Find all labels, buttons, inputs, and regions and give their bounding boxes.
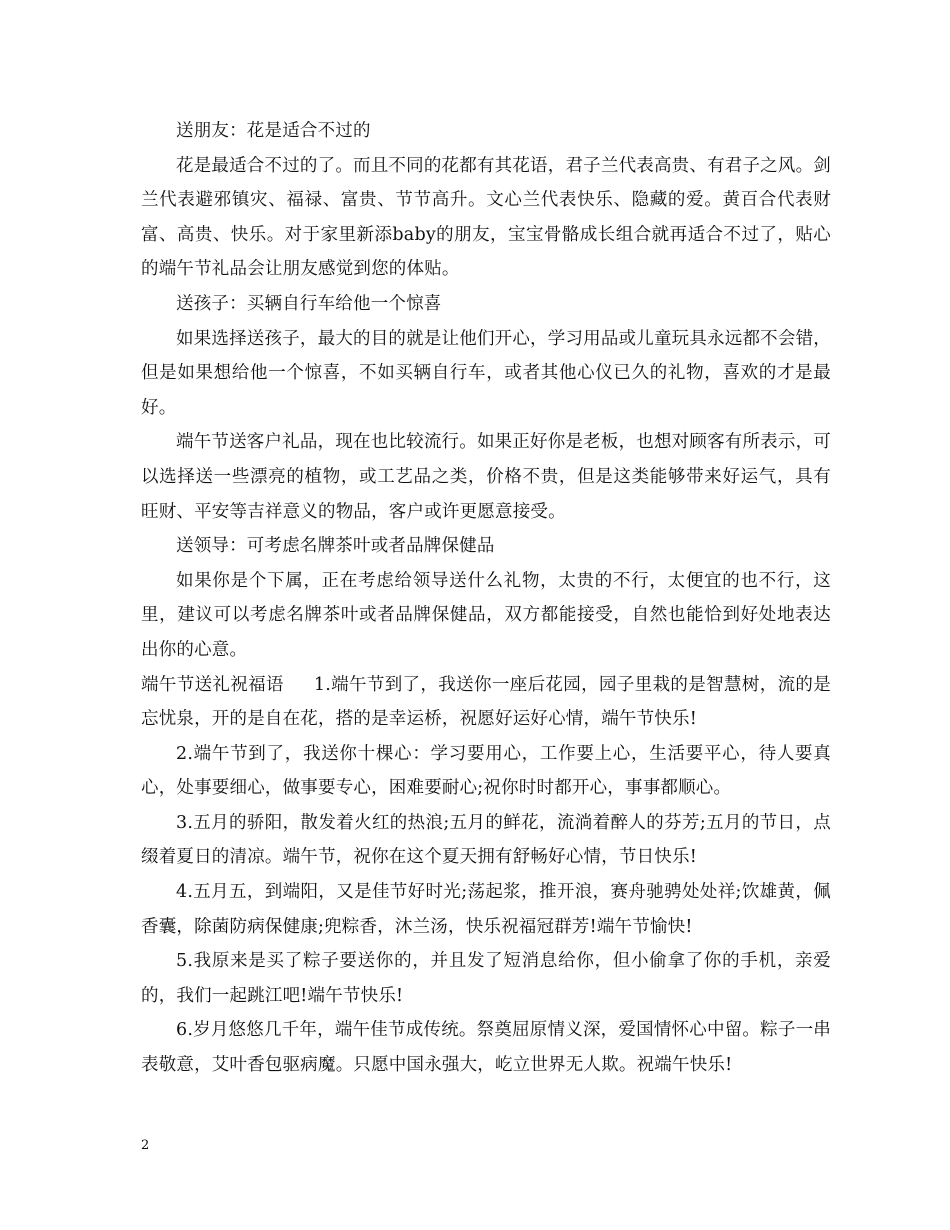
paragraph-clients: 端午节送客户礼品，现在也比较流行。如果正好你是老板，也想对顾客有所表示，可以选择送一些漂亮的植物，或工艺品之类，价格不贵，但是这类能够带来好运气，具有旺财、平安等吉祥意义的物品，客户或许更愿意接受。 <box>141 432 831 522</box>
greeting-item-3: 3.五月的骄阳，散发着火红的热浪;五月的鲜花，流淌着醉人的芬芳;五月的节日，点缀着夏日的清凉。端午节，祝你在这个夏天拥有舒畅好心情，节日快乐! <box>141 812 831 868</box>
greeting-item-5: 5.我原来是买了粽子要送你的，并且发了短消息给你，但小偷拿了你的手机，亲爱的，我们一起跳江吧!端午节快乐! <box>141 951 831 1006</box>
paragraph-friends: 花是最适合不过的了。而且不同的花都有其花语，君子兰代表高贵、有君子之风。剑兰代表避邪镇灾、福禄、富贵、节节高升。文心兰代表快乐、隐藏的爱。黄百合代表财富、高贵、快乐。对于家里新添baby的朋友，宝宝骨骼成长组合就再适合不过了，贴心的端午节礼品会让朋友感觉到您的体贴。 <box>141 155 831 280</box>
section-heading: 端午节送礼祝福语 <box>141 674 284 695</box>
greeting-item-2: 2.端午节到了，我送你十棵心：学习要用心，工作要上心，生活要平心，待人要真心，处事要细心，做事要专心，困难要耐心;祝你时时都开心，事事都顺心。 <box>141 743 831 799</box>
paragraph-children: 如果选择送孩子，最大的目的就是让他们开心，学习用品或儿童玩具永远都不会错，但是如果想给他一个惊喜，不如买辆自行车，或者其他心仪已久的礼物，喜欢的才是最好。 <box>141 328 831 418</box>
subheading-leaders: 送领导：可考虑名牌茶叶或者品牌保健品 <box>176 536 495 557</box>
section-greetings <box>141 668 831 737</box>
page-body <box>141 114 831 1083</box>
page-number: 2 <box>141 1138 150 1153</box>
subheading-friends: 送朋友：花是适合不过的 <box>176 121 371 141</box>
greeting-item-4: 4.五月五，到端阳，又是佳节好时光;荡起浆，推开浪，赛舟驰骋处处祥;饮雄黄，佩香囊，除菌防病保健康;兜粽香，沐兰汤，快乐祝福冠群芳!端午节愉快! <box>141 882 831 937</box>
greeting-item-6: 6.岁月悠悠几千年，端午佳节成传统。祭奠屈原情义深，爱国情怀心中留。粽子一串表敬意，艾叶香包驱病魔。只愿中国永强大，屹立世界无人欺。祝端午快乐! <box>141 1020 831 1076</box>
subheading-children: 送孩子：买辆自行车给他一个惊喜 <box>176 293 442 314</box>
greeting-item-1: 1.端午节到了，我送你一座后花园，园子里栽的是智慧树，流的是忘忧泉，开的是自在花，搭的是幸运桥，祝愿好运好心情，端午节快乐! <box>141 674 831 730</box>
paragraph-leaders: 如果你是个下属，正在考虑给领导送什么礼物，太贵的不行，太便宜的也不行，这里，建议可以考虑名牌茶叶或者品牌保健品，双方都能接受，自然也能恰到好处地表达出你的心意。 <box>141 570 831 660</box>
